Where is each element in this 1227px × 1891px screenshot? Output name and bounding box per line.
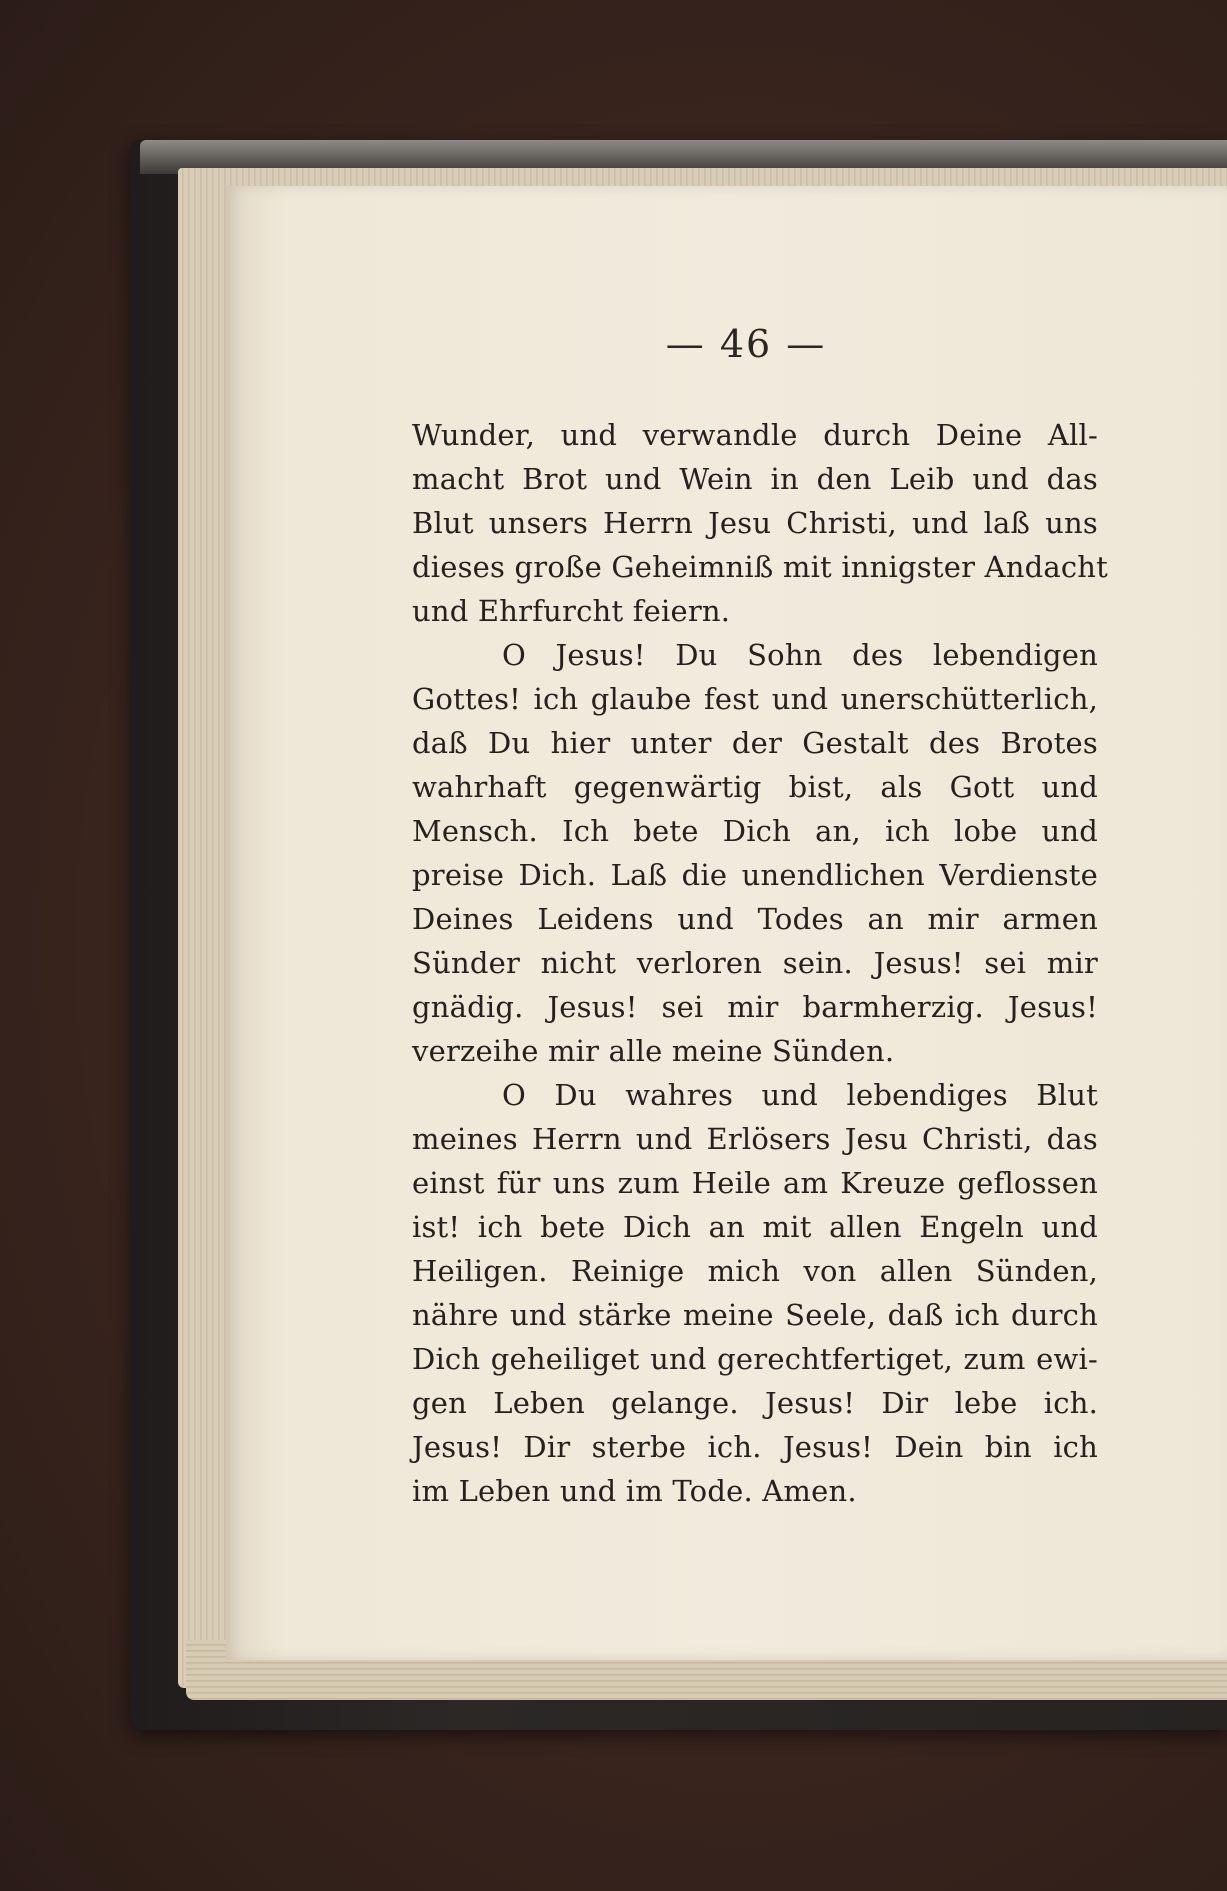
text-line: gnädig. Jesus! sei mir barmherzig. Jesus!	[412, 990, 1098, 1024]
text-line: Gottes! ich glaube fest und unerschütterlich,	[412, 682, 1098, 716]
text-line: verzeihe mir alle meine Sünden.	[412, 1034, 895, 1068]
text-line: daß Du hier unter der Gestalt des Brotes	[412, 726, 1098, 760]
text-line: gen Leben gelange. Jesus! Dir lebe ich.	[412, 1386, 1098, 1420]
text-line: dieses große Geheimniß mit innigster Andacht	[412, 550, 1109, 584]
text-line: einst für uns zum Heile am Kreuze geflossen	[412, 1166, 1098, 1200]
text-line: preise Dich. Laß die unendlichen Verdienste	[412, 858, 1098, 892]
text-line: meines Herrn und Erlösers Jesu Christi, das	[412, 1122, 1098, 1156]
text-line: Sünder nicht verloren sein. Jesus! sei mir	[412, 946, 1098, 980]
text-line: Wunder, und verwandle durch Deine All-	[412, 418, 1098, 452]
text-line: ist! ich bete Dich an mit allen Engeln und	[412, 1210, 1098, 1244]
text-line: O Jesus! Du Sohn des lebendigen	[502, 638, 1098, 672]
text-line: O Du wahres und lebendiges Blut	[502, 1078, 1098, 1112]
text-line: Deines Leidens und Todes an mir armen	[412, 902, 1098, 936]
text-line: macht Brot und Wein in den Leib und das	[412, 462, 1098, 496]
text-line: nähre und stärke meine Seele, daß ich durch	[412, 1298, 1098, 1332]
text-line: Jesus! Dir sterbe ich. Jesus! Dein bin ich	[412, 1430, 1098, 1464]
text-line: Heiligen. Reinige mich von allen Sünden,	[412, 1254, 1098, 1288]
text-line: wahrhaft gegenwärtig bist, als Gott und	[412, 770, 1098, 804]
text-line: Dich geheiliget und gerechtfertiget, zum ewi-	[412, 1342, 1098, 1376]
text-line: Mensch. Ich bete Dich an, ich lobe und	[412, 814, 1098, 848]
text-line: und Ehrfurcht feiern.	[412, 594, 731, 628]
text-line: im Leben und im Tode. Amen.	[412, 1474, 857, 1508]
text-line: Blut unsers Herrn Jesu Christi, und laß uns	[412, 506, 1098, 540]
page-number: — 46 —	[665, 322, 827, 366]
